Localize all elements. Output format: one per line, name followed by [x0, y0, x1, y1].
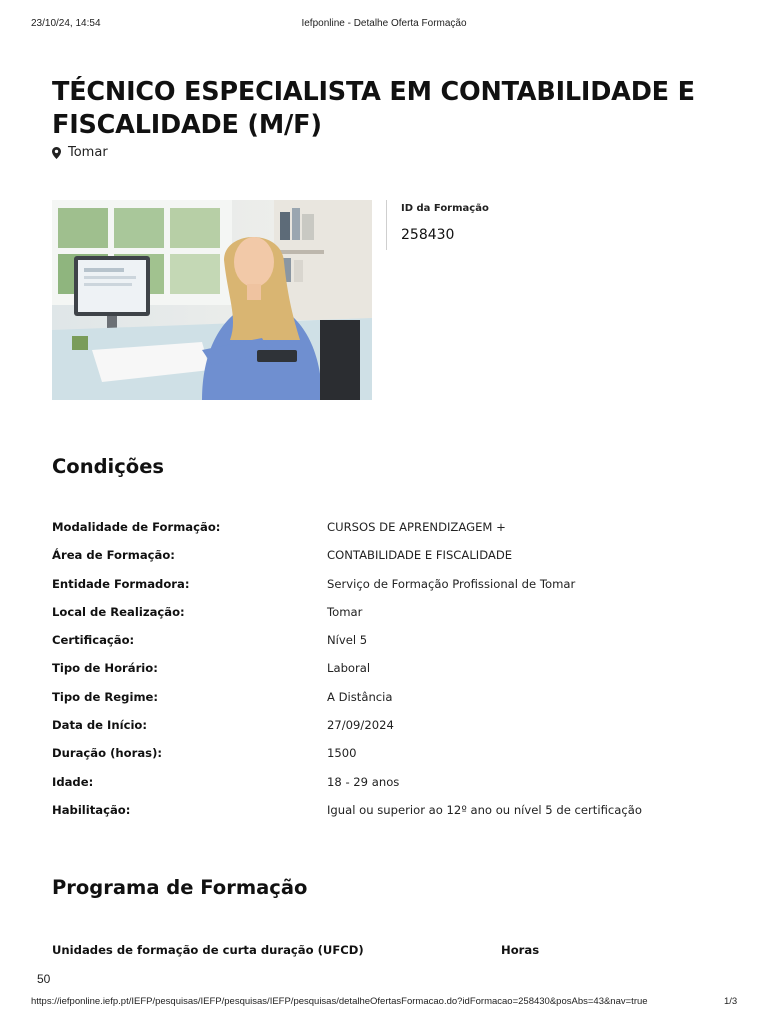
conditions-list: [52, 520, 732, 831]
condition-value: CONTABILIDADE E FISCALIDADE: [327, 548, 513, 563]
condition-label: Tipo de Horário:: [52, 661, 158, 676]
condition-label: Data de Início:: [52, 718, 148, 733]
condition-row: [52, 577, 732, 605]
condition-value: CURSOS DE APRENDIZAGEM +: [327, 520, 506, 534]
condition-label: Habilitação:: [52, 802, 131, 817]
program-heading: Programa de Formação: [52, 876, 308, 899]
condition-value: Igual ou superior ao 12º ano ou nível 5 de certificação: [327, 802, 642, 817]
course-photo: [52, 200, 372, 400]
condition-value: 18 - 29 anos: [327, 774, 400, 789]
print-url: https://iefponline.iefp.pt/IEFP/pesquisas/IEFP/pesquisas/IEFP/pesquisas/detalheOfertasFormacao.do?idFormacao=258430&posAbs=43&nav=true: [31, 996, 648, 1007]
condition-value: Tomar: [327, 604, 363, 619]
condition-label: Local de Realização:: [52, 604, 185, 619]
print-datetime: 23/10/24, 14:54: [31, 18, 101, 29]
page-fragment: 50: [37, 972, 51, 986]
condition-label: Duração (horas):: [52, 746, 163, 761]
condition-label: Tipo de Regime:: [52, 689, 159, 704]
course-id-label: ID da Formação: [401, 203, 489, 214]
condition-value: 27/09/2024: [327, 718, 394, 733]
condition-row: [52, 775, 732, 803]
print-header: [0, 18, 768, 32]
condition-row: [52, 520, 732, 548]
map-marker-icon: [52, 147, 61, 159]
condition-value: Nível 5: [327, 633, 368, 648]
program-col-ufcd: Unidades de formação de curta duração (UFCD): [52, 943, 364, 957]
condition-label: Modalidade de Formação:: [52, 520, 221, 534]
location-text: Tomar: [68, 145, 108, 160]
conditions-heading: Condições: [52, 455, 165, 478]
print-document-title: Iefponline - Detalhe Oferta Formação: [301, 18, 467, 29]
condition-row: [52, 803, 732, 831]
program-col-hours: Horas: [501, 943, 540, 957]
condition-value: Laboral: [327, 661, 371, 676]
condition-row: [52, 690, 732, 718]
condition-label: Idade:: [52, 774, 94, 789]
condition-row: [52, 605, 732, 633]
condition-value: Serviço de Formação Profissional de Tomar: [327, 576, 576, 591]
condition-row: [52, 633, 732, 661]
course-title: TÉCNICO ESPECIALISTA EM CONTABILIDADE E FISCALIDADE (M/F): [52, 77, 695, 140]
condition-label: Entidade Formadora:: [52, 576, 190, 591]
print-page-number: 1/3: [724, 996, 738, 1007]
condition-row: [52, 746, 732, 774]
condition-label: Área de Formação:: [52, 548, 175, 563]
condition-row: [52, 661, 732, 689]
condition-label: Certificação:: [52, 633, 135, 648]
condition-value: 1500: [327, 746, 357, 761]
condition-row: [52, 548, 732, 576]
course-id-block: [386, 200, 489, 250]
course-id-value: 258430: [401, 227, 455, 243]
condition-value: A Distância: [327, 689, 393, 704]
course-location: [52, 145, 108, 160]
condition-row: [52, 718, 732, 746]
